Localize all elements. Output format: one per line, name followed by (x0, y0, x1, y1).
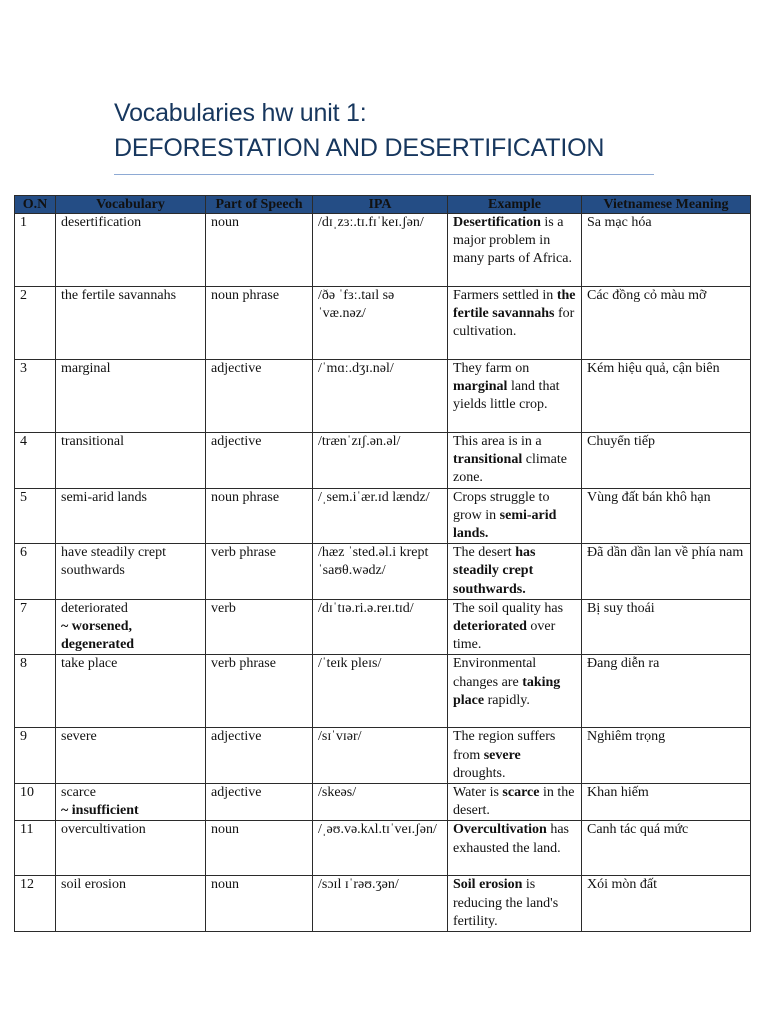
row-number: 11 (15, 821, 56, 876)
example-text: is reducing the land's fertility. (453, 877, 559, 929)
row-vocabulary (56, 821, 206, 876)
row-vietnamese-meaning: Các đồng cỏ màu mỡ (582, 287, 751, 360)
example-text: Farmers settled in (453, 288, 557, 303)
row-ipa: /ˈteɪk pleɪs/ (313, 655, 448, 728)
table-row (15, 360, 751, 433)
header-vietnamese-meaning: Vietnamese Meaning (582, 196, 751, 214)
table-row (15, 728, 751, 784)
row-vocabulary (56, 599, 206, 655)
example-highlight: semi-arid lands. (453, 507, 557, 542)
table-row (15, 214, 751, 287)
row-part-of-speech: adjective (206, 784, 313, 821)
row-example (448, 821, 582, 876)
row-vocabulary (56, 360, 206, 433)
example-text: climate zone. (453, 452, 567, 486)
vocabulary-term: take place (61, 656, 118, 672)
example-highlight: Overcultivation (453, 822, 547, 838)
vocabulary-term: severe (61, 729, 97, 745)
vocabulary-term: have steadily crept southwards (61, 545, 166, 579)
example-highlight: scarce (502, 785, 540, 801)
example-text: rapidly. (484, 692, 530, 708)
header-part-of-speech: Part of Speech (206, 196, 313, 214)
row-part-of-speech: adjective (206, 360, 313, 433)
row-vietnamese-meaning: Chuyển tiếp (582, 433, 751, 489)
example-highlight: Desertification (453, 215, 541, 230)
vocabulary-term: transitional (61, 434, 124, 449)
vocabulary-term: scarce (61, 785, 96, 801)
vocabulary-term: soil erosion (61, 877, 126, 893)
example-text: has exhausted the land. (453, 822, 570, 856)
row-number: 12 (15, 876, 56, 932)
example-highlight: marginal (453, 379, 508, 395)
row-number: 1 (15, 214, 56, 287)
row-ipa: /sɪˈvɪər/ (313, 728, 448, 784)
row-vocabulary (56, 544, 206, 600)
row-vietnamese-meaning: Kém hiệu quả, cận biên (582, 360, 751, 433)
row-vocabulary (56, 488, 206, 544)
example-text: is a major problem in many parts of Africa. (453, 215, 572, 267)
row-number: 3 (15, 360, 56, 433)
row-vocabulary (56, 214, 206, 287)
row-ipa: /dɪˌzɜː.tɪ.fɪˈkeɪ.ʃən/ (313, 214, 448, 287)
example-highlight: Soil erosion (453, 877, 523, 893)
row-number: 10 (15, 784, 56, 821)
example-highlight: the fertile savannahs (453, 288, 576, 322)
row-example (448, 433, 582, 489)
vocabulary-term: the fertile savannahs (61, 288, 177, 303)
example-highlight: has steadily crept southwards. (453, 545, 536, 597)
row-ipa: /ˈmɑː.dʒɪ.nəl/ (313, 360, 448, 433)
title-line-2: DEFORESTATION AND DESERTIFICATION (114, 134, 605, 162)
vocabulary-table (14, 195, 751, 932)
example-highlight: transitional (453, 452, 523, 468)
example-text: Water is (453, 785, 503, 801)
example-text: in the desert. (453, 785, 575, 819)
row-part-of-speech: verb (206, 599, 313, 655)
row-example (448, 784, 582, 821)
row-vietnamese-meaning: Bị suy thoái (582, 599, 751, 655)
row-example (448, 876, 582, 932)
row-vocabulary (56, 876, 206, 932)
row-part-of-speech: noun (206, 214, 313, 287)
row-example (448, 544, 582, 600)
row-example (448, 599, 582, 655)
example-text: Crops struggle to grow in (453, 489, 550, 523)
example-text: for cultivation. (453, 306, 575, 340)
row-ipa: /ˌəʊ.və.kʌl.tɪˈveɪ.ʃən/ (313, 821, 448, 876)
row-vocabulary (56, 433, 206, 489)
example-text: over time. (453, 619, 556, 653)
example-text: The region suffers from (453, 729, 556, 763)
example-text: Environmental changes are (453, 656, 537, 690)
vocabulary-term: semi-arid lands (61, 489, 147, 505)
row-example (448, 287, 582, 360)
row-ipa: /trænˈzɪʃ.ən.əl/ (313, 433, 448, 489)
row-ipa: /ðə ˈfɜː.taɪl sə ˈvæ.nəz/ (313, 287, 448, 360)
title-line-1: Vocabularies hw unit 1: (114, 99, 367, 127)
row-part-of-speech: noun (206, 821, 313, 876)
table-row (15, 876, 751, 932)
header-number: O.N (15, 196, 56, 214)
vocabulary-term: deteriorated (61, 600, 128, 616)
vocabulary-synonym: ~ worsened, degenerated (61, 619, 135, 653)
table-row (15, 433, 751, 489)
row-ipa: /ˌsem.iˈær.ɪd lændz/ (313, 488, 448, 544)
row-vietnamese-meaning: Đang diễn ra (582, 655, 751, 728)
row-example (448, 655, 582, 728)
table-row (15, 488, 751, 544)
vocabulary-term: overcultivation (61, 822, 146, 838)
example-highlight: severe (483, 747, 521, 763)
table-row (15, 784, 751, 821)
table-row (15, 544, 751, 600)
row-vocabulary (56, 655, 206, 728)
row-part-of-speech: noun phrase (206, 488, 313, 544)
row-ipa: /dɪˈtɪə.ri.ə.reɪ.tɪd/ (313, 599, 448, 655)
vocabulary-term: marginal (61, 361, 111, 376)
row-vocabulary (56, 287, 206, 360)
table-row (15, 655, 751, 728)
example-text: land that yields little crop. (453, 379, 560, 413)
row-part-of-speech: noun phrase (206, 287, 313, 360)
table-row (15, 599, 751, 655)
row-part-of-speech: verb phrase (206, 544, 313, 600)
table-header-row (15, 196, 751, 214)
row-ipa: /skeəs/ (313, 784, 448, 821)
example-text: droughts. (453, 765, 506, 781)
row-vietnamese-meaning: Vùng đất bán khô hạn (582, 488, 751, 544)
header-example: Example (448, 196, 582, 214)
table-row (15, 287, 751, 360)
example-text: The soil quality has (453, 600, 564, 616)
row-example (448, 214, 582, 287)
row-vietnamese-meaning: Canh tác quá mức (582, 821, 751, 876)
row-part-of-speech: noun (206, 876, 313, 932)
row-vietnamese-meaning: Đã dần dần lan về phía nam (582, 544, 751, 600)
header-ipa: IPA (313, 196, 448, 214)
row-number: 2 (15, 287, 56, 360)
example-text: The desert (453, 545, 516, 561)
row-number: 8 (15, 655, 56, 728)
row-ipa: /hæz ˈsted.əl.i krept ˈsaʊθ.wədz/ (313, 544, 448, 600)
row-number: 4 (15, 433, 56, 489)
row-example (448, 488, 582, 544)
document-title (114, 96, 659, 175)
row-number: 7 (15, 599, 56, 655)
row-number: 9 (15, 728, 56, 784)
vocabulary-term: desertification (61, 215, 142, 230)
row-vietnamese-meaning: Xói mòn đất (582, 876, 751, 932)
row-vocabulary (56, 728, 206, 784)
vocabulary-synonym: ~ insufficient (61, 803, 139, 819)
row-part-of-speech: adjective (206, 728, 313, 784)
header-vocabulary: Vocabulary (56, 196, 206, 214)
row-number: 6 (15, 544, 56, 600)
example-text: They farm on (453, 361, 530, 376)
title-underline (114, 174, 654, 175)
example-highlight: taking place (453, 674, 561, 708)
row-example (448, 360, 582, 433)
row-example (448, 728, 582, 784)
row-vietnamese-meaning: Khan hiếm (582, 784, 751, 821)
row-ipa: /sɔɪl ɪˈrəʊ.ʒən/ (313, 876, 448, 932)
table-row (15, 821, 751, 876)
row-part-of-speech: verb phrase (206, 655, 313, 728)
row-number: 5 (15, 488, 56, 544)
row-part-of-speech: adjective (206, 433, 313, 489)
example-text: This area is in a (453, 434, 542, 449)
row-vietnamese-meaning: Nghiêm trọng (582, 728, 751, 784)
row-vietnamese-meaning: Sa mạc hóa (582, 214, 751, 287)
example-highlight: deteriorated (453, 619, 527, 635)
row-vocabulary (56, 784, 206, 821)
